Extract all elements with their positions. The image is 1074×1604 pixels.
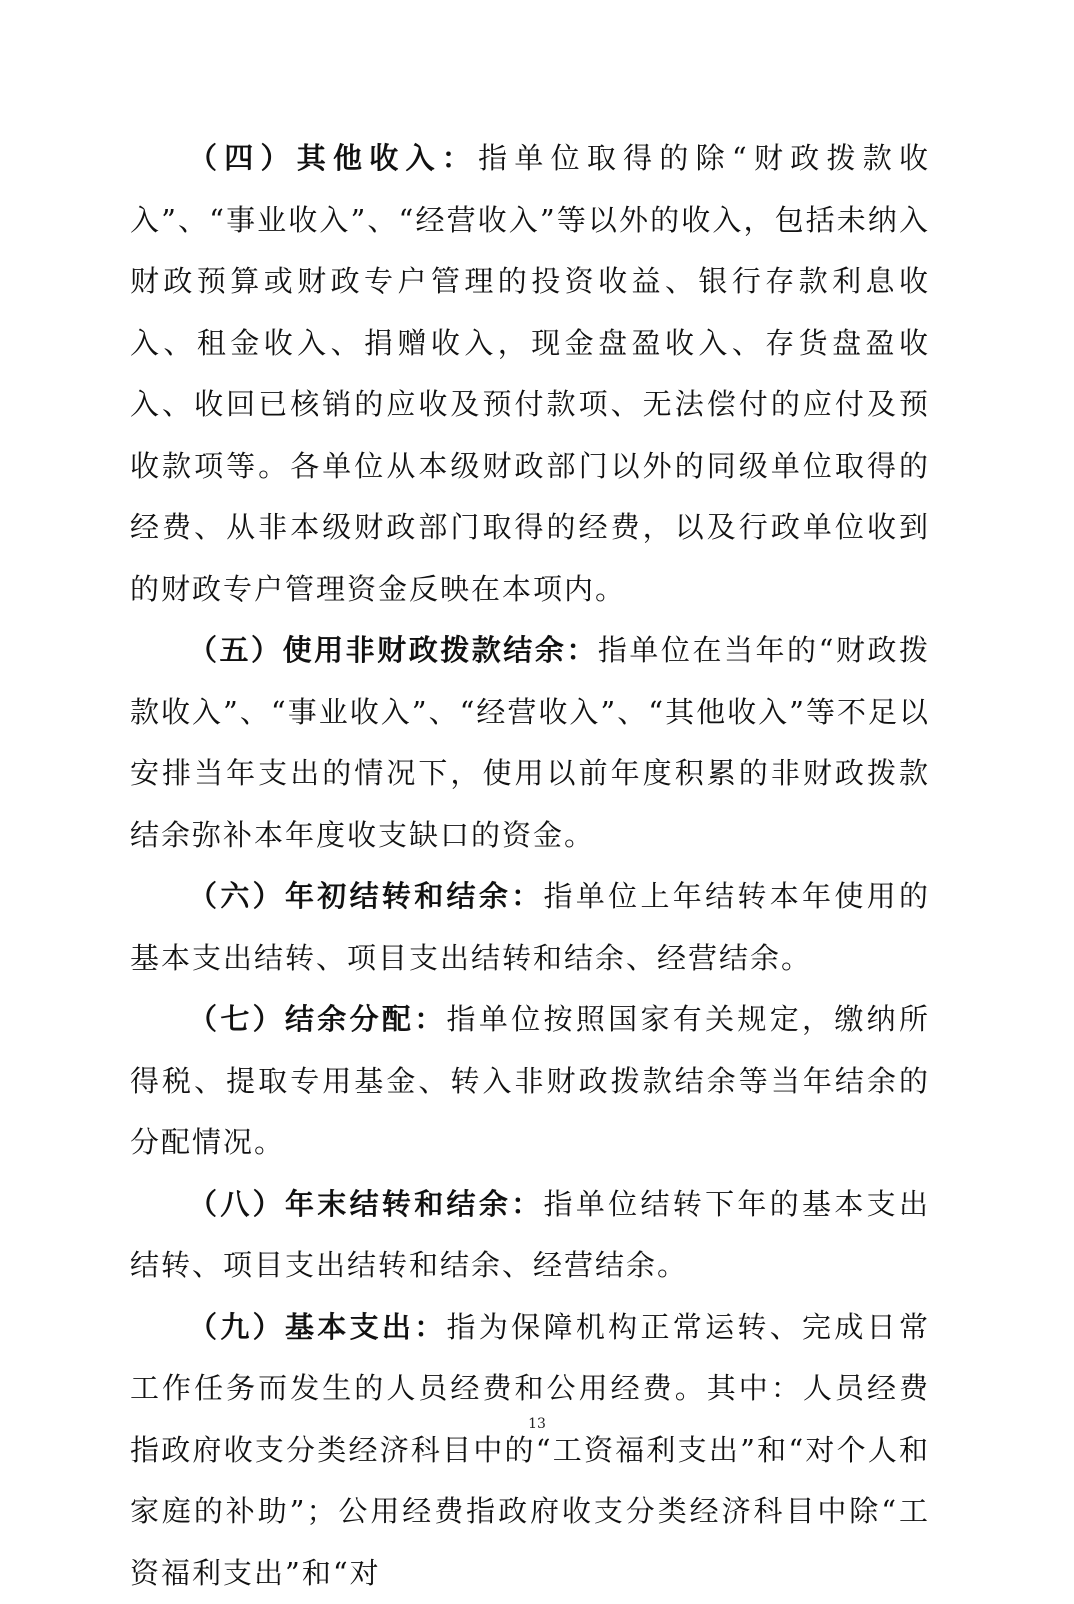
term-label: （九）基本支出： [188, 1310, 447, 1344]
term-label: （七）结余分配： [188, 1002, 447, 1036]
paragraph-basic-expenditure [130, 1297, 930, 1604]
term-label: （六）年初结转和结余： [188, 879, 544, 913]
page-number: 13 [0, 1416, 1074, 1432]
paragraph-balance-distribution [130, 989, 930, 1174]
term-definition: 指单位取得的除“财政拨款收入”、“事业收入”、“经营收入”等以外的收入，包括未纳入财政预算或财政专户管理的投资收益、银行存款利息收入、租金收入、捐赠收入，现金盘盈收入、存货盘盈收入、收回已核销的应收及预付款项、无法偿付的应付及预收款项等。各单位从本级财政部门以外的同级单位取得的经费、从非本级财政部门取得的经费，以及行政单位收到的财政专户管理资金反映在本项内。 [130, 141, 930, 606]
term-definition: 指单位上年结转本年使用的基本支出结转、项目支出结转和结余、经营结余。 [130, 879, 930, 975]
term-definition: 指为保障机构正常运转、完成日常工作任务而发生的人员经费和公用经费。其中：人员经费指政府收支分类经济科目中的“工资福利支出”和“对个人和家庭的补助”；公用经费指政府收支分类经济科目中除“工资福利支出”和“对 [130, 1310, 930, 1590]
paragraph-other-income [130, 128, 930, 620]
term-definition: 指单位在当年的“财政拨款收入”、“事业收入”、“经营收入”、“其他收入”等不足以安排当年支出的情况下，使用以前年度积累的非财政拨款结余弥补本年度收支缺口的资金。 [130, 633, 930, 852]
term-definition: 指单位按照国家有关规定，缴纳所得税、提取专用基金、转入非财政拨款结余等当年结余的分配情况。 [130, 1002, 930, 1159]
paragraph-closing-carryover [130, 1174, 930, 1297]
term-label: （八）年末结转和结余： [188, 1187, 544, 1221]
document-body [130, 128, 930, 1604]
term-label: （四）其他收入： [188, 141, 478, 175]
term-definition: 指单位结转下年的基本支出结转、项目支出结转和结余、经营结余。 [130, 1187, 930, 1283]
paragraph-non-fiscal-balance [130, 620, 930, 866]
term-label: （五）使用非财政拨款结余： [188, 633, 598, 667]
paragraph-opening-carryover [130, 866, 930, 989]
